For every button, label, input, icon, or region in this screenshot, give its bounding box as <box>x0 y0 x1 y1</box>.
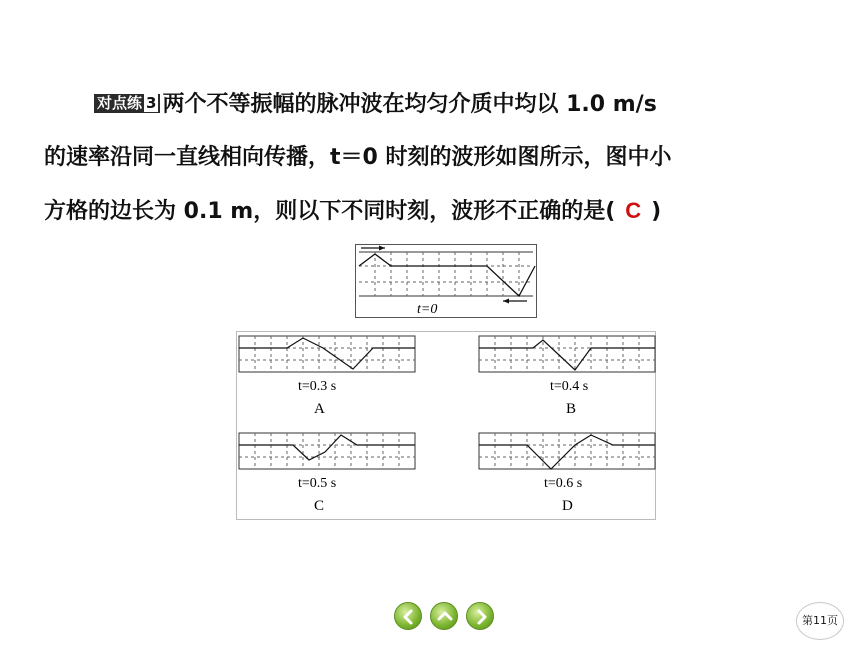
option-a-letter: A <box>314 401 325 417</box>
chevron-left-icon <box>395 603 423 631</box>
question-line-2: 的速率沿同一直线相向传播，t＝0 时刻的波形如图所示，图中小 <box>44 145 672 170</box>
option-d-letter: D <box>562 498 573 514</box>
option-c-time: t=0.5 s <box>298 476 337 491</box>
option-b-time: t=0.4 s <box>550 379 589 394</box>
question-line-1: 对点练 3 两个不等振幅的脉冲波在均匀介质中均以 1.0 m/s <box>94 78 657 131</box>
main-wave-figure <box>355 244 540 320</box>
option-d-figure <box>478 432 658 517</box>
page-indicator: 第11页 <box>796 602 844 640</box>
chevron-right-icon <box>467 603 495 631</box>
prev-button[interactable] <box>394 602 422 630</box>
chevron-up-icon <box>431 603 459 631</box>
option-a-time: t=0.3 s <box>298 379 337 394</box>
option-a-figure <box>238 335 418 420</box>
exercise-tag: 对点练 3 <box>94 94 160 113</box>
question-line-3: 方格的边长为 0.1 m，则以下不同时刻，波形不正确的是( C ) <box>44 198 662 224</box>
option-c-figure <box>238 432 418 517</box>
option-d-time: t=0.6 s <box>544 476 583 491</box>
option-b-figure <box>478 335 658 420</box>
option-b-letter: B <box>566 401 577 417</box>
main-caption: t=0 <box>417 302 438 317</box>
next-button[interactable] <box>466 602 494 630</box>
answer-text: C <box>625 198 642 223</box>
home-button[interactable] <box>430 602 458 630</box>
option-c-letter: C <box>314 498 325 514</box>
